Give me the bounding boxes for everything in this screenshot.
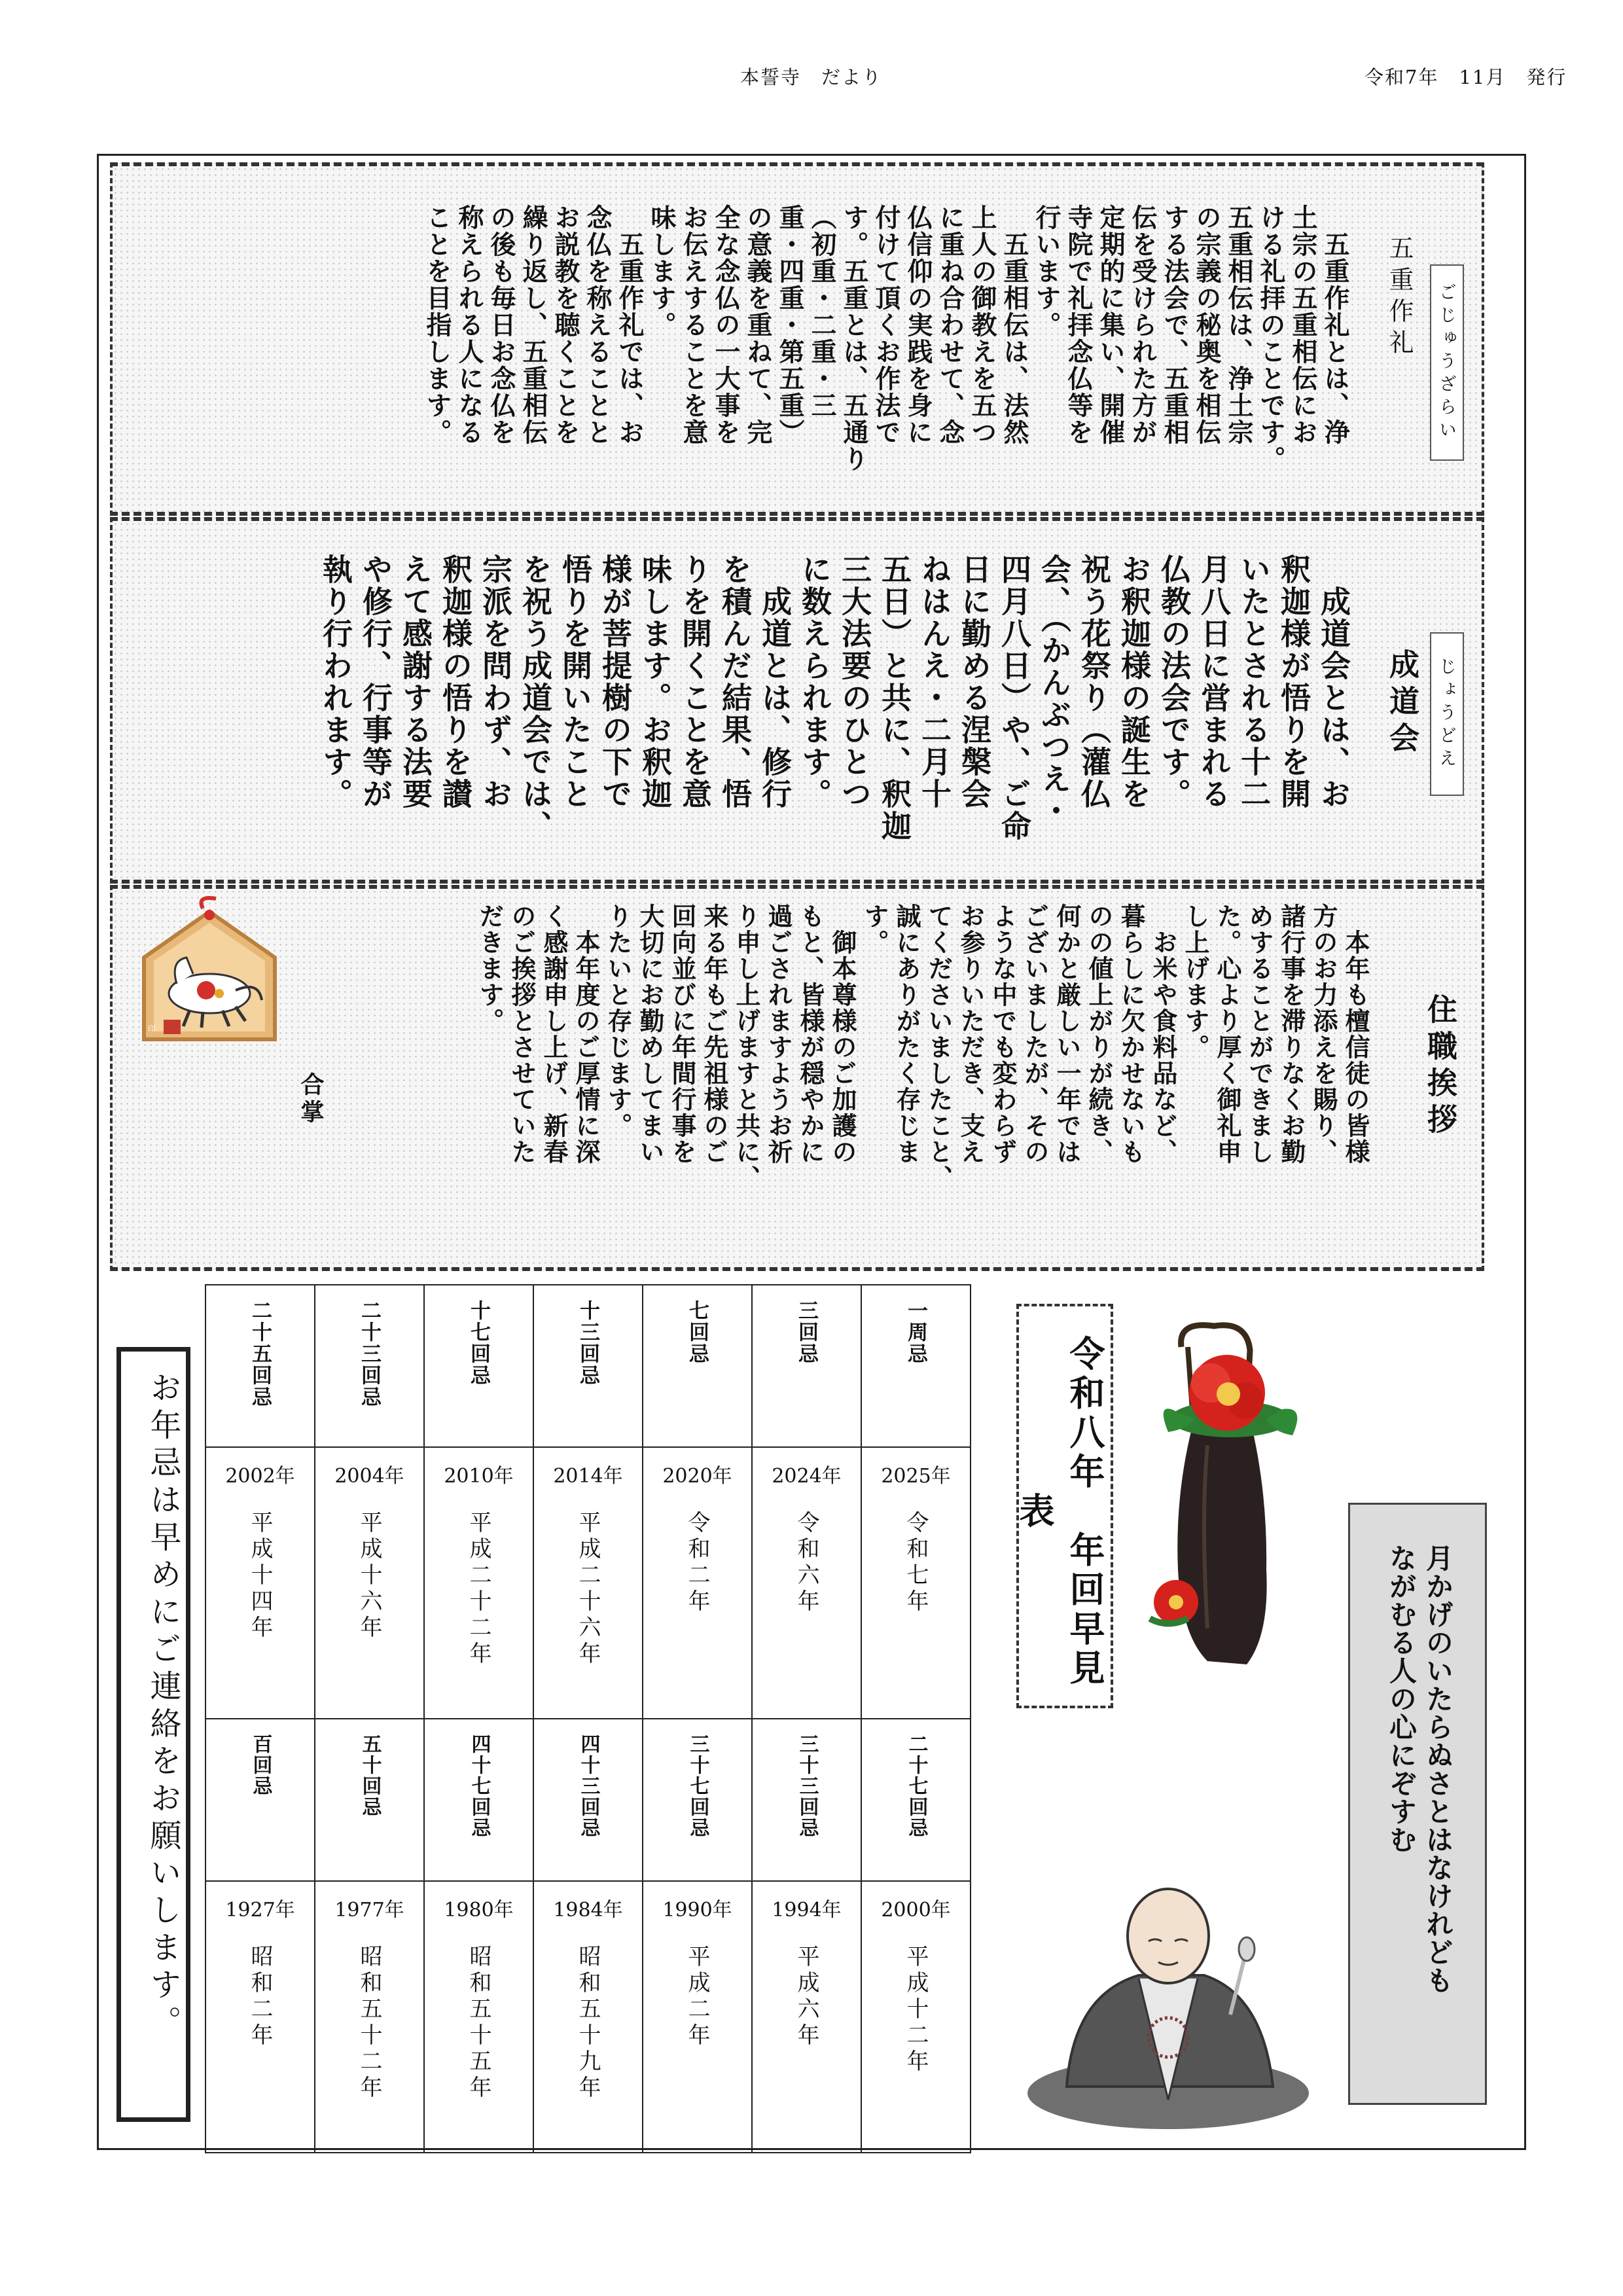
kaiki-name-cell: 三回忌 bbox=[752, 1285, 861, 1447]
kaiki-name-cell: 五十回忌 bbox=[315, 1719, 424, 1881]
monk-illustration bbox=[1014, 1864, 1322, 2139]
kaiki-year-cell: 2010年 平成二十二年 bbox=[424, 1447, 533, 1719]
kaiki-year-cell: 1927年 昭和二年 bbox=[205, 1881, 315, 2153]
jodo-ruby: じょうどえ bbox=[1430, 632, 1464, 796]
kaiki-year-cell: 1980年 昭和五十五年 bbox=[424, 1881, 533, 2153]
gassho-closing: 合掌 bbox=[297, 1072, 325, 1127]
kaiki-name-cell: 百回忌 bbox=[205, 1719, 315, 1881]
ema-seal-mark: 印 bbox=[148, 1024, 156, 1033]
gojuu-body: 五重作礼とは、浄 土宗の五重相伝にお ける礼拝のことです。 五重相伝は、浄土宗 の宗義の秘奥を相伝 する法会で、五重相 伝を受けられた方が 定期的に集い、開催 寺院で礼拝念仏等を 行います。 五重相伝は、法然 上人の御教えを五つ に重ね合わせて、念 仏信仰の実践を身に 付けて頂くお作法で す。五重とは、五通り （初重・二重・三 重・四重・第五重） の意義を重ねて、完 全な念仏の一大事を お伝えすることを意 味します。 五重作礼では、お 念仏を称えることと お説教を聴くことを 繰り返し、五重相伝 の後も毎日お念仏を 称えられる人になる ことを目指します。 bbox=[422, 204, 1350, 473]
kaiki-name-cell: 十三回忌 bbox=[533, 1285, 643, 1447]
kaiki-name-cell: 一周忌 bbox=[861, 1285, 971, 1447]
kaiki-year-cell: 2024年 令和六年 bbox=[752, 1447, 861, 1719]
kaiki-name-cell: 十七回忌 bbox=[424, 1285, 533, 1447]
jodo-section bbox=[110, 517, 1484, 884]
table-row bbox=[205, 1881, 971, 2153]
nenki-table-title: 令和八年 年回早見表 bbox=[1016, 1304, 1113, 1708]
aisatsu-section bbox=[110, 885, 1484, 1271]
aisatsu-body: 本年も檀信徒の皆様 方のお力添えを賜り、 諸行事を滞りなくお勤 めすることができまし た。心より厚く御礼申 し上げます。 お米や食料品など、 暮らしに欠かせないも のの値上がりが続き、 何かと厳しい一年では ございましたが、その ような中でも変わらず お参りいただき、支え てくださいましたこと、 誠にありがたく存じま す。 御本尊様のご加護の もと、皆様が穏やかに 過ごされますようお祈 り申し上げますと共に、 来る年もご先祖様のご 回向並びに年間行事を 大切にお勤めしてまい りたいと存じます。 本年度のご厚情に深 く感謝申し上げ、新春 のご挨拶とさせていた だきます。 bbox=[475, 903, 1370, 1191]
kaiki-year-cell: 2025年 令和七年 bbox=[861, 1447, 971, 1719]
kaiki-name-cell: 二十五回忌 bbox=[205, 1285, 315, 1447]
nenki-notice-box: お年忌は早めにご連絡をお願いします。 bbox=[116, 1347, 190, 2122]
table-row bbox=[205, 1285, 971, 1447]
jodo-title: 成道会 bbox=[1385, 649, 1420, 759]
poem-box: 月かげのいたらぬさとはなけれども ながむる人の心にぞすむ bbox=[1348, 1503, 1487, 2105]
kaiki-name-cell: 二十三回忌 bbox=[315, 1285, 424, 1447]
gojuu-section bbox=[110, 162, 1484, 516]
kaiki-year-cell: 2002年 平成十四年 bbox=[205, 1447, 315, 1719]
kaiki-year-cell: 2000年 平成十二年 bbox=[861, 1881, 971, 2153]
kaiki-year-cell: 2004年 平成十六年 bbox=[315, 1447, 424, 1719]
nenki-table bbox=[205, 1284, 971, 2153]
kaiki-name-cell: 四十三回忌 bbox=[533, 1719, 643, 1881]
kaiki-name-cell: 四十七回忌 bbox=[424, 1719, 533, 1881]
kaiki-year-cell: 1984年 昭和五十九年 bbox=[533, 1881, 643, 2153]
kaiki-year-cell: 1990年 平成二年 bbox=[643, 1881, 752, 2153]
jodo-body: 成道会とは、お 釈迦様が悟りを開 いたとされる十二 月八日に営まれる 仏教の法会です。 お釈迦様の誕生を 祝う花祭り（灌仏 会、（かんぶつえ・ 四月八日）や、ご命 日に勤める涅槃会 ねはんえ・二月十 五日）と共に、釈迦 三大法要のひとつ に数えられます。 成道とは、修行 を積んだ結果、悟 りを開くことを意 味します。お釈迦 様が菩提樹の下で 悟りを開いたこと を祝う成道会では、 宗派を問わず、お 釈迦様の悟りを讃 えて感謝する法要 や修行、行事等が 執り行われます。 bbox=[318, 554, 1351, 842]
aisatsu-title: 住職挨拶 bbox=[1423, 994, 1458, 1140]
kaiki-name-cell: 三十七回忌 bbox=[643, 1719, 752, 1881]
table-row bbox=[205, 1447, 971, 1719]
kaiki-year-cell: 2014年 平成二十六年 bbox=[533, 1447, 643, 1719]
kaiki-year-cell: 1977年 昭和五十二年 bbox=[315, 1881, 424, 2153]
kaiki-year-cell: 1994年 平成六年 bbox=[752, 1881, 861, 2153]
gojuu-ruby: ごじゅうざらい bbox=[1430, 264, 1464, 461]
issue-date: 令和7年 11月 発行 bbox=[1364, 66, 1567, 88]
table-row bbox=[205, 1719, 971, 1881]
kaiki-name-cell: 七回忌 bbox=[643, 1285, 752, 1447]
kaiki-name-cell: 三十三回忌 bbox=[752, 1719, 861, 1881]
camellia-vase-illustration bbox=[1116, 1321, 1332, 1687]
kaiki-year-cell: 2020年 令和二年 bbox=[643, 1447, 752, 1719]
newsletter-title: 本誓寺 だより bbox=[740, 66, 883, 88]
kaiki-name-cell: 二十七回忌 bbox=[861, 1719, 971, 1881]
gojuu-title: 五重作礼 bbox=[1385, 235, 1414, 361]
